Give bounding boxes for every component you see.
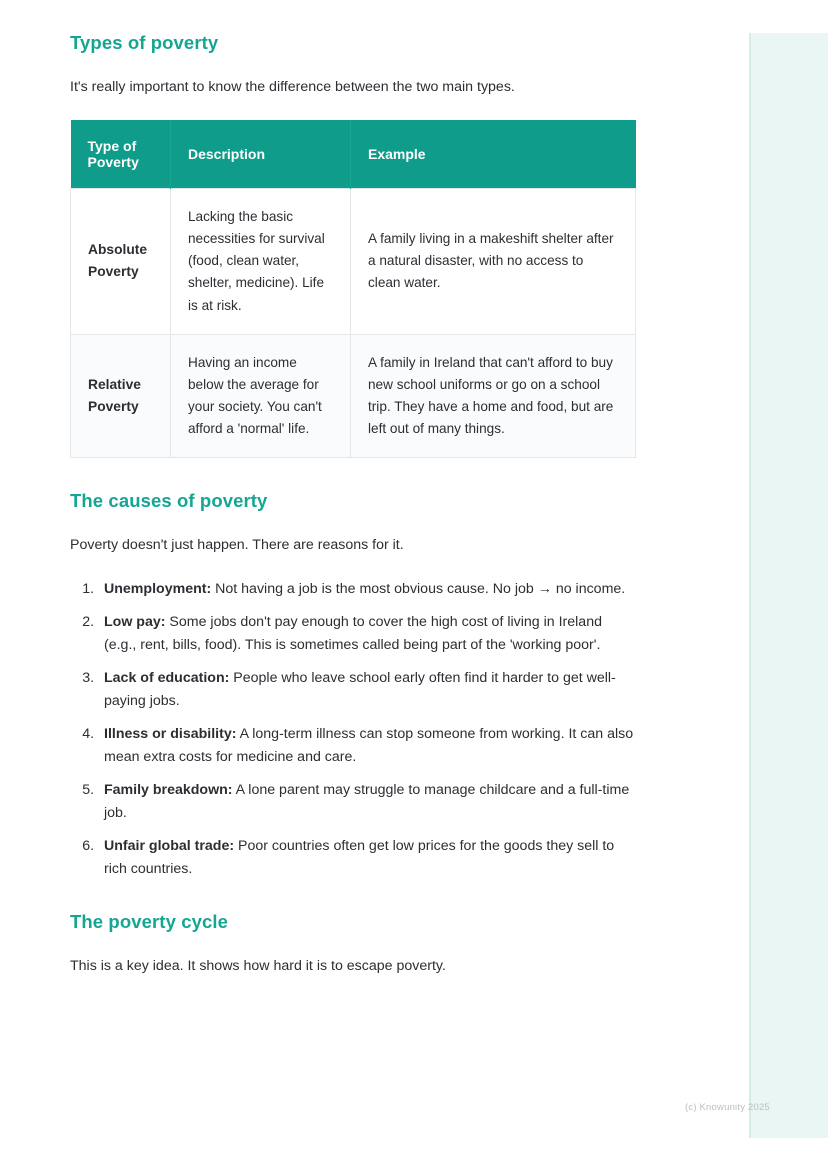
causes-list: [70, 578, 635, 881]
cause-term: Illness or disability:: [104, 726, 237, 743]
section-title-causes-of-poverty: The causes of poverty: [70, 490, 268, 512]
table-cell-example: A family in Ireland that can't afford to buy new school uniforms or go on a school trip. They have a home and food, but are left out of many things.: [351, 334, 636, 458]
cause-text: Some jobs don't pay enough to cover the high cost of living in Ireland (e.g., rent, bills, food). This is sometimes called being part of the 'working poor'.: [104, 614, 602, 654]
section-title-poverty-cycle: The poverty cycle: [70, 911, 228, 933]
table-header-description: Description: [171, 120, 351, 189]
table-header-row: [71, 120, 636, 189]
section-title-types-of-poverty: Types of poverty: [70, 32, 219, 53]
table-cell-description: Having an income below the average for your society. You can't afford a 'normal' life.: [171, 334, 351, 458]
cause-term: Family breakdown:: [104, 782, 233, 799]
list-item: [98, 835, 635, 881]
table-cell-description: Lacking the basic necessities for survival (food, clean water, shelter, medicine). Life is at risk.: [171, 189, 351, 335]
cause-term: Lack of education:: [104, 670, 230, 687]
table-header-example: Example: [351, 120, 636, 189]
table-row: [71, 189, 636, 335]
section-intro-poverty-cycle: This is a key idea. It shows how hard it is to escape poverty.: [70, 958, 446, 975]
cause-text: A long-term illness can stop someone from working. It can also mean extra costs for medicine and care.: [104, 726, 634, 766]
table-header-type: Type of Poverty: [71, 120, 171, 189]
list-item: [98, 578, 635, 601]
section-intro-causes-of-poverty: Poverty doesn't just happen. There are reasons for it.: [70, 537, 404, 554]
cause-term: Unemployment:: [104, 581, 212, 598]
cause-text: Poor countries often get low prices for the goods they sell to rich countries.: [104, 838, 615, 878]
copyright-note: (c) Knowunity 2025: [685, 1102, 770, 1113]
poverty-types-table: [70, 120, 636, 458]
list-item: [98, 611, 635, 657]
list-item: [98, 779, 635, 825]
table-cell-example: A family living in a makeshift shelter after a natural disaster, with no access to clean water.: [351, 189, 636, 335]
document-content: [70, 32, 635, 999]
table-row: [71, 334, 636, 458]
spacer: [70, 466, 635, 490]
table-cell-type: Relative Poverty: [71, 334, 171, 458]
cause-text: People who leave school early often find it harder to get well-paying jobs.: [104, 670, 616, 710]
list-item: [98, 667, 635, 713]
cause-term: Low pay:: [104, 614, 166, 631]
list-item: [98, 723, 635, 769]
cause-term: Unfair global trade:: [104, 838, 235, 855]
cause-text: Not having a job is the most obvious cause. No job → no income.: [211, 581, 626, 598]
cause-text: A lone parent may struggle to manage childcare and a full-time job.: [104, 782, 630, 822]
section-intro-types-of-poverty: It's really important to know the difference between the two main types.: [70, 79, 515, 95]
table-cell-type: Absolute Poverty: [71, 189, 171, 335]
decorative-side-band: [749, 33, 828, 1138]
